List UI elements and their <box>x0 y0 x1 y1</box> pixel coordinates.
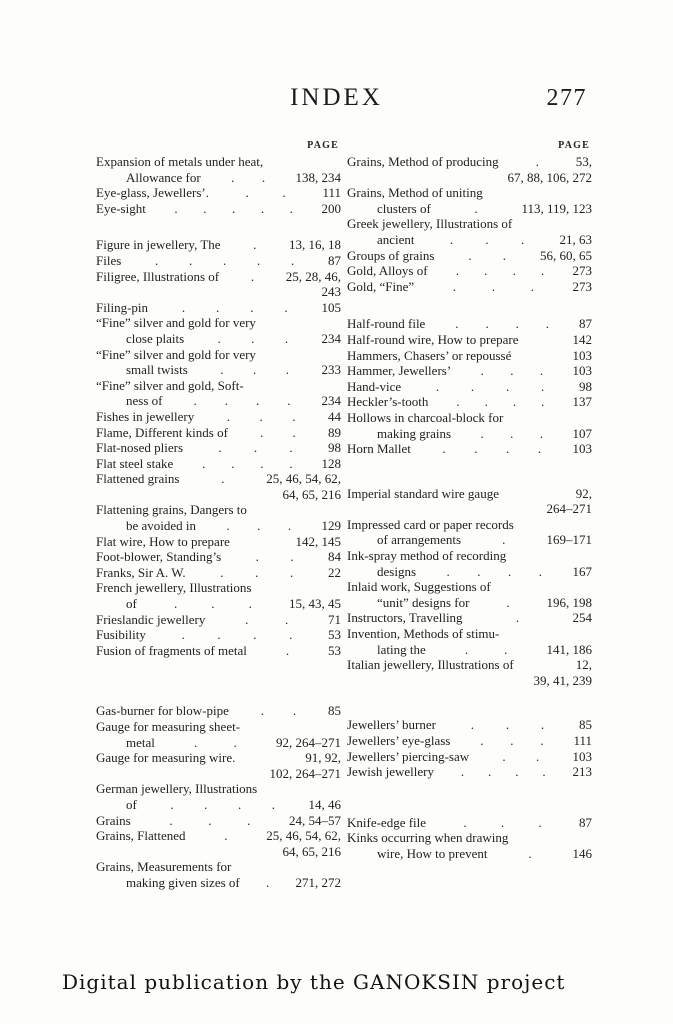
entry-text: Half-round wire, How to prepare <box>347 331 519 347</box>
page-numbers: 13, 16, 18 <box>289 237 341 253</box>
index-column-body <box>96 154 341 891</box>
entry-text: Flattened grains <box>96 471 180 487</box>
dot-leader: . . . . <box>446 563 542 579</box>
entry-text: Jewellers’ eye-glass <box>347 733 451 748</box>
entry-text: “Fine” silver and gold for very <box>96 315 256 331</box>
index-entry-line <box>347 733 592 749</box>
entry-text: Hand-vice <box>347 378 402 394</box>
index-entry-line <box>347 595 592 611</box>
page-title: INDEX <box>290 84 383 111</box>
dot-leader: . . . . . <box>174 200 293 216</box>
entry-text: Grains, Flattened <box>96 828 186 844</box>
page-numbers: 234 <box>321 330 341 346</box>
dot-leader: . <box>528 845 532 861</box>
entry-text: “unit” designs for <box>377 594 470 610</box>
entry-text: of <box>126 796 137 812</box>
index-group <box>96 703 341 890</box>
index-entry-line <box>96 362 341 378</box>
page-numbers: 98 <box>328 440 341 456</box>
index-entry-line <box>347 263 592 279</box>
dot-leader: . . . <box>470 717 545 733</box>
index-group <box>96 237 341 658</box>
page-numbers: 103 <box>572 347 592 363</box>
index-entry-line <box>347 815 592 831</box>
dot-leader: . . . . <box>456 394 545 410</box>
index-continuation-pages <box>96 487 341 503</box>
page-numbers: 167 <box>572 563 592 579</box>
dot-leader: . . . . <box>181 627 293 643</box>
index-entry-line <box>96 331 341 347</box>
dot-leader: . . <box>245 185 286 201</box>
page-numbers: 56, 60, 65 <box>540 247 592 263</box>
index-entry-line <box>347 626 592 642</box>
dot-leader: . . <box>194 734 237 750</box>
page-numbers: 200 <box>321 200 341 216</box>
index-group <box>347 815 592 862</box>
dot-leader: . <box>265 874 270 890</box>
entry-text: Heckler’s-tooth <box>347 394 429 410</box>
entry-text: Grains <box>96 812 131 828</box>
index-continuation-pages <box>96 284 341 300</box>
entry-text: metal <box>126 734 155 750</box>
entry-text: Foot-blower, Standing’s <box>96 549 222 565</box>
entry-text: lating the <box>377 641 426 657</box>
entry-text: Grains, Measurements for <box>96 859 232 875</box>
page-numbers: 129 <box>321 518 341 534</box>
index-entry-line <box>96 875 341 891</box>
index-entry-line <box>96 518 341 534</box>
index-entry-line <box>347 363 592 379</box>
dot-leader: . . . . <box>460 764 546 780</box>
index-entry-line <box>96 393 341 409</box>
dot-leader: . . . <box>226 408 296 424</box>
index-entry-line <box>96 565 341 581</box>
page-numbers: 105 <box>321 299 341 315</box>
index-entry-line <box>347 441 592 457</box>
index-group <box>347 316 592 456</box>
page-numbers: 138, 234 <box>295 169 341 185</box>
page-numbers: 64, 65, 216 <box>282 486 341 502</box>
index-entry-line <box>96 378 341 394</box>
page-numbers: 103 <box>572 748 592 764</box>
index-entry-line <box>347 232 592 248</box>
entry-text: ness of <box>126 393 163 409</box>
dot-leader: . . . <box>463 814 542 830</box>
page-numbers: 89 <box>328 424 341 440</box>
index-entry-line <box>347 348 592 364</box>
index-entry-line <box>347 610 592 626</box>
dot-leader: . . <box>260 703 297 719</box>
dot-leader: . . . <box>218 440 293 456</box>
index-entry-line <box>347 154 592 170</box>
entry-text: Allowance for <box>126 169 201 185</box>
index-entry-line <box>96 596 341 612</box>
dot-leader: . <box>515 610 520 626</box>
page-numbers: 53 <box>328 627 341 643</box>
page-numbers: 84 <box>328 549 341 565</box>
index-entry-line <box>96 409 341 425</box>
index-entry-line <box>347 426 592 442</box>
dot-leader: . . <box>502 748 540 764</box>
dot-leader: . <box>506 594 510 610</box>
index-entry-line <box>347 657 592 673</box>
page-numbers: 24, 54–57 <box>289 812 341 828</box>
entry-text: Greek jewellery, Illustrations of <box>347 216 513 232</box>
entry-text: Grains, Method of producing <box>347 154 499 169</box>
entry-text: ancient <box>377 231 415 247</box>
entry-text: Knife-edge file <box>347 814 427 830</box>
entry-text: Italian jewellery, Illustrations of <box>347 657 514 673</box>
page-numbers: 92, <box>575 485 592 501</box>
index-continuation-pages <box>347 673 592 689</box>
page-numbers: 137 <box>572 394 592 410</box>
index-entry-line <box>347 846 592 862</box>
entry-text: “Fine” silver and gold, Soft- <box>96 377 244 393</box>
dot-leader: . <box>474 200 478 216</box>
index-entry-line <box>96 735 341 751</box>
entry-text: Flat steel stake <box>96 455 174 471</box>
entry-text: Eye-glass, Jewellers’. <box>96 185 209 201</box>
dot-leader: . <box>502 532 506 548</box>
index-entry-line <box>96 471 341 487</box>
dot-leader: . . . <box>449 231 525 247</box>
page-numbers: 25, 28, 46, <box>285 268 341 284</box>
dot-leader: . <box>224 828 228 844</box>
entry-text: close plaits <box>126 330 185 346</box>
page-numbers: 39, 41, 239 <box>533 672 592 688</box>
index-entry-line <box>347 830 592 846</box>
dot-leader: . . <box>468 247 506 263</box>
index-entry-line <box>347 517 592 533</box>
entry-text: Expansion of metals under heat, <box>96 154 264 169</box>
entry-text: Flat-nosed pliers <box>96 440 184 456</box>
index-entry-line <box>96 797 341 813</box>
page-numbers: 271, 272 <box>295 874 341 890</box>
index-column-right <box>347 138 592 891</box>
page-numbers: 22 <box>328 564 341 580</box>
entry-text: Fusibility <box>96 627 146 643</box>
dot-leader: . <box>253 237 257 253</box>
index-entry-line <box>96 425 341 441</box>
index-entry-line <box>96 502 341 518</box>
index-entry-line <box>96 643 341 659</box>
page-column-label: PAGE <box>558 140 590 151</box>
index-entry-line <box>96 185 341 201</box>
index-column-body <box>347 154 592 862</box>
entry-text: Eye-sight <box>96 200 146 216</box>
dot-leader: . . . <box>220 362 289 378</box>
page-numbers: 85 <box>328 703 341 719</box>
entry-text: German jewellery, Illustrations <box>96 781 258 797</box>
entry-text: designs <box>377 563 416 579</box>
page-numbers: 233 <box>321 362 341 378</box>
page-numbers: 213 <box>572 764 592 780</box>
entry-text: Imperial standard wire gauge <box>347 485 499 501</box>
entry-text: Flattening grains, Dangers to <box>96 502 247 518</box>
page-numbers: 44 <box>328 408 341 424</box>
dot-leader: . . . <box>452 278 534 294</box>
index-group <box>347 154 592 294</box>
entry-text: Flame, Different kinds of <box>96 424 228 440</box>
page-numbers: 53 <box>328 642 341 658</box>
entry-text: Gold, “Fine” <box>347 278 415 294</box>
dot-leader: . <box>285 642 290 658</box>
entry-text: Half-round file <box>347 316 426 332</box>
page-numbers: 142, 145 <box>295 533 341 549</box>
dot-leader: . . . . <box>170 796 275 812</box>
dot-leader: . . . <box>480 733 544 748</box>
index-continuation-pages <box>96 844 341 860</box>
page-numbers: 169–171 <box>546 532 592 548</box>
entry-text: Invention, Methods of stimu- <box>347 626 500 642</box>
footer-credit: Digital publication by the GANOKSIN project <box>62 970 566 994</box>
entry-text: of arrangements <box>377 532 462 548</box>
page-numbers: 128 <box>321 455 341 471</box>
entry-text: Instructors, Travelling <box>347 610 463 626</box>
page-column-label: PAGE <box>307 140 339 151</box>
index-group <box>96 154 341 216</box>
entry-text: Jewish jewellery <box>347 764 435 780</box>
page-numbers: 12, <box>575 657 592 673</box>
dot-leader: . <box>535 154 539 169</box>
page-numbers: 103 <box>572 363 592 379</box>
index-entry-line <box>96 456 341 472</box>
dot-leader: . . <box>245 611 289 627</box>
entry-text: wire, How to prevent <box>377 845 488 861</box>
dot-leader: . . . <box>169 812 251 828</box>
entry-text: Files <box>96 252 122 268</box>
index-entry-line <box>347 185 592 201</box>
page-numbers: 92, 264–271 <box>276 734 341 750</box>
page-numbers: 87 <box>328 252 341 268</box>
page-numbers: 14, 46 <box>308 796 341 812</box>
dot-leader: . . . <box>480 425 544 441</box>
dot-leader: . . . <box>480 363 544 379</box>
index-entry-line <box>96 315 341 331</box>
page-numbers: 234 <box>321 393 341 409</box>
entry-text: Fusion of fragments of metal <box>96 642 247 658</box>
index-entry-line <box>96 828 341 844</box>
index-entry-line <box>96 440 341 456</box>
entry-text: of <box>126 596 137 612</box>
entry-text: Fishes in jewellery <box>96 408 195 424</box>
page-numbers: 102, 264–271 <box>269 765 341 781</box>
page-numbers: 196, 198 <box>546 594 592 610</box>
entry-text: Groups of grains <box>347 247 435 263</box>
dot-leader: . . <box>260 424 296 440</box>
folio-number: 277 <box>546 85 587 111</box>
page-numbers: 273 <box>572 263 592 279</box>
entry-text: Jewellers’ burner <box>347 717 436 733</box>
entry-text: making given sizes of <box>126 874 240 890</box>
dot-leader: . . . . <box>193 393 291 409</box>
dot-leader: . . . . . <box>155 252 295 268</box>
page-numbers: 273 <box>572 278 592 294</box>
index-entry-line <box>347 394 592 410</box>
page-numbers: 243 <box>321 284 341 300</box>
page-numbers: 264–271 <box>546 501 592 517</box>
dot-leader: . . . . <box>181 299 288 315</box>
page-numbers: 111 <box>573 733 592 748</box>
entry-text: Kinks occurring when drawing <box>347 830 509 846</box>
dot-leader: . . <box>464 641 508 657</box>
index-entry-line <box>96 201 341 217</box>
page-numbers: 15, 43, 45 <box>289 596 341 612</box>
page-numbers: 64, 65, 216 <box>282 843 341 859</box>
entry-text: small twists <box>126 362 188 378</box>
page-numbers: 87 <box>579 814 592 830</box>
index-entry-line <box>96 703 341 719</box>
dot-leader: . . . . <box>455 263 545 279</box>
page-numbers: 25, 46, 54, 62, <box>266 828 341 844</box>
dot-leader: . . <box>231 169 266 185</box>
entry-text: Hammer, Jewellers’ <box>347 363 452 379</box>
index-entry-line <box>96 750 341 766</box>
index-continuation-pages <box>347 501 592 517</box>
index-entry-line <box>96 627 341 643</box>
index-entry-line <box>96 300 341 316</box>
index-group <box>347 486 592 689</box>
dot-leader: . . . . <box>202 455 293 471</box>
page-numbers: 111 <box>322 185 341 201</box>
index-entry-line <box>96 347 341 363</box>
entry-text: Frieslandic jewellery <box>96 611 206 627</box>
page-numbers: 107 <box>572 425 592 441</box>
entry-text: making grains <box>377 425 452 441</box>
index-entry-line <box>96 253 341 269</box>
page-numbers: 142 <box>572 331 592 347</box>
page-numbers: 67, 88, 106, 272 <box>507 169 592 185</box>
index-entry-line <box>96 170 341 186</box>
index-entry-line <box>96 269 341 285</box>
page-numbers: 141, 186 <box>546 641 592 657</box>
index-entry-line <box>347 279 592 295</box>
dot-leader: . . . <box>220 564 294 580</box>
index-entry-line <box>96 612 341 628</box>
entry-text: Jewellers’ piercing-saw <box>347 748 470 764</box>
entry-text: Filing-pin <box>96 299 149 315</box>
index-entry-line <box>347 642 592 658</box>
index-entry-line <box>96 859 341 875</box>
entry-text: Gauge for measuring wire. <box>96 750 236 766</box>
entry-text: Hollows in charcoal-block for <box>347 409 504 425</box>
entry-text: French jewellery, Illustrations <box>96 580 252 596</box>
page-numbers: 113, 119, 123 <box>521 200 592 216</box>
index-entry-line <box>96 549 341 565</box>
index-entry-line <box>96 580 341 596</box>
index-entry-line <box>347 486 592 502</box>
index-entry-line <box>347 717 592 733</box>
index-entry-line <box>347 216 592 232</box>
page-numbers: 91, 92, <box>305 750 341 766</box>
page-numbers: 25, 46, 54, 62, <box>266 471 341 487</box>
index-columns <box>96 138 592 891</box>
page-numbers: 53, <box>575 154 592 169</box>
index-entry-line <box>347 248 592 264</box>
page-numbers: 254 <box>572 610 592 626</box>
index-entry-line <box>347 332 592 348</box>
index-entry-line <box>96 534 341 550</box>
page-numbers: 87 <box>579 316 592 332</box>
index-entry-line <box>347 532 592 548</box>
page-numbers: 98 <box>579 378 592 394</box>
index-entry-line <box>96 719 341 735</box>
page-numbers: 85 <box>579 717 592 733</box>
page-numbers: 71 <box>328 611 341 627</box>
dot-leader: . . <box>255 549 294 565</box>
index-entry-line <box>347 764 592 780</box>
entry-text: Ink-spray method of recording <box>347 548 507 564</box>
index-entry-line <box>96 237 341 253</box>
dot-leader: . <box>221 471 225 487</box>
dot-leader: . . . <box>173 596 252 612</box>
entry-text: Figure in jewellery, The <box>96 237 221 253</box>
index-entry-line <box>96 813 341 829</box>
entry-text: “Fine” silver and gold for very <box>96 346 256 362</box>
entry-text: Gas-burner for blow-pipe <box>96 703 229 719</box>
dot-leader: . . . . <box>455 316 550 332</box>
entry-text: clusters of <box>377 200 431 216</box>
page-numbers: 21, 63 <box>559 231 592 247</box>
dot-leader: . . . <box>217 330 289 346</box>
entry-text: Franks, Sir A. W. <box>96 564 186 580</box>
dot-leader: . . . . <box>442 441 541 457</box>
entry-text: Hammers, Chasers’ or repoussé <box>347 347 512 363</box>
page-numbers: 103 <box>572 441 592 457</box>
page-numbers: 146 <box>572 845 592 861</box>
index-continuation-pages <box>96 766 341 782</box>
index-entry-line <box>347 201 592 217</box>
entry-text: Grains, Method of uniting <box>347 185 483 201</box>
dot-leader: . . . . <box>435 378 545 394</box>
index-entry-line <box>96 781 341 797</box>
index-entry-line <box>96 154 341 170</box>
index-entry-line <box>347 548 592 564</box>
entry-text: Horn Mallet <box>347 441 411 457</box>
entry-text: Filigree, Illustrations of <box>96 268 220 284</box>
entry-text: Inlaid work, Suggestions of <box>347 579 491 595</box>
entry-text: Flat wire, How to prepare <box>96 533 230 549</box>
index-continuation-pages <box>347 170 592 186</box>
dot-leader: . <box>250 268 255 284</box>
dot-leader: . . . <box>226 518 292 534</box>
index-entry-line <box>347 410 592 426</box>
entry-text: Gauge for measuring sheet- <box>96 719 241 734</box>
index-column-left <box>96 138 341 891</box>
entry-text: be avoided in <box>126 518 197 534</box>
index-entry-line <box>347 316 592 332</box>
entry-text: Gold, Alloys of <box>347 263 428 279</box>
index-entry-line <box>347 579 592 595</box>
index-entry-line <box>347 564 592 580</box>
entry-text: Impressed card or paper records <box>347 516 514 532</box>
index-group <box>347 717 592 779</box>
index-entry-line <box>347 379 592 395</box>
index-entry-line <box>347 749 592 765</box>
